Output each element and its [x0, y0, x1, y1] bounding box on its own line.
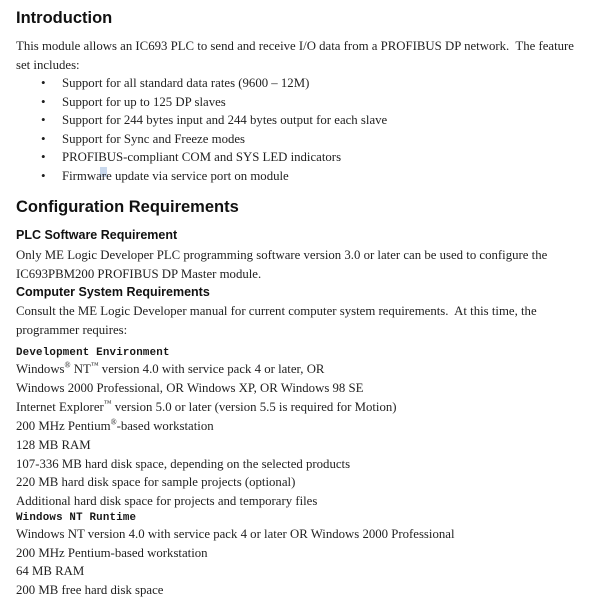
feature-item: • Support for 244 bytes input and 244 bytes output for each slave — [16, 111, 590, 130]
spec-line: 220 MB hard disk space for sample projects (optional) — [16, 475, 296, 490]
windows-nt-runtime-specs — [16, 525, 590, 599]
feature-item: • Support for Sync and Freeze modes — [16, 130, 590, 149]
intro-paragraph — [16, 37, 590, 74]
feature-item: • Firmware update via service port on module — [16, 167, 590, 186]
spec-line: 64 MB RAM — [16, 564, 85, 579]
section-heading-configuration-requirements: Configuration Requirements — [16, 198, 239, 216]
spec-line: Internet Explorer™ version 5.0 or later (version 5.5 is required for Motion) — [16, 398, 397, 414]
paragraph-line: set includes: — [16, 57, 80, 72]
subheading-development-environment: Development Environment — [16, 347, 170, 359]
section-heading-introduction: Introduction — [16, 9, 113, 27]
spec-line: 128 MB RAM — [16, 437, 91, 452]
spec-line: 200 MHz Pentium-based workstation — [16, 545, 208, 560]
paragraph-line: This module allows an IC693 PLC to send and receive I/O data from a PROFIBUS DP network. The feature — [16, 39, 574, 53]
feature-list — [16, 74, 590, 185]
spec-line: 200 MHz Pentium®-based workstation — [16, 417, 214, 433]
subheading-windows-nt-runtime: Windows NT Runtime — [16, 512, 137, 525]
subsection-heading-plc-software: PLC Software Requirement — [16, 228, 178, 242]
spec-line: Additional hard disk space for projects and temporary files — [16, 494, 318, 509]
feature-item: • Support for all standard data rates (9600 – 12M) — [16, 74, 590, 93]
paragraph-line: programmer requires: — [16, 322, 128, 337]
paragraph-line: IC693PBM200 PROFIBUS DP Master module. — [16, 266, 262, 281]
paragraph-line: Only ME Logic Developer PLC programming software version 3.0 or later can be used to configure the — [16, 248, 548, 262]
paragraph-line: Consult the ME Logic Developer manual for current computer system requirements. At this time, the — [16, 304, 537, 318]
subsection-heading-computer-system: Computer System Requirements — [16, 285, 210, 299]
spec-line: Windows 2000 Professional, OR Windows XP, OR Windows 98 SE — [16, 380, 364, 395]
spec-line: 200 MB free hard disk space — [16, 582, 164, 597]
computer-system-paragraph — [16, 302, 590, 339]
spec-line: Windows® NT™ version 4.0 with service pack 4 or later, OR — [16, 360, 325, 376]
feature-item: • PROFIBUS-compliant COM and SYS LED indicators — [16, 148, 590, 167]
development-environment-specs — [16, 360, 590, 511]
plc-software-paragraph — [16, 246, 590, 283]
spec-line: 107-336 MB hard disk space, depending on the selected products — [16, 456, 351, 471]
spec-line: Windows NT version 4.0 with service pack 4 or later OR Windows 2000 Professional — [16, 527, 455, 542]
feature-item: • Support for up to 125 DP slaves — [16, 93, 590, 112]
